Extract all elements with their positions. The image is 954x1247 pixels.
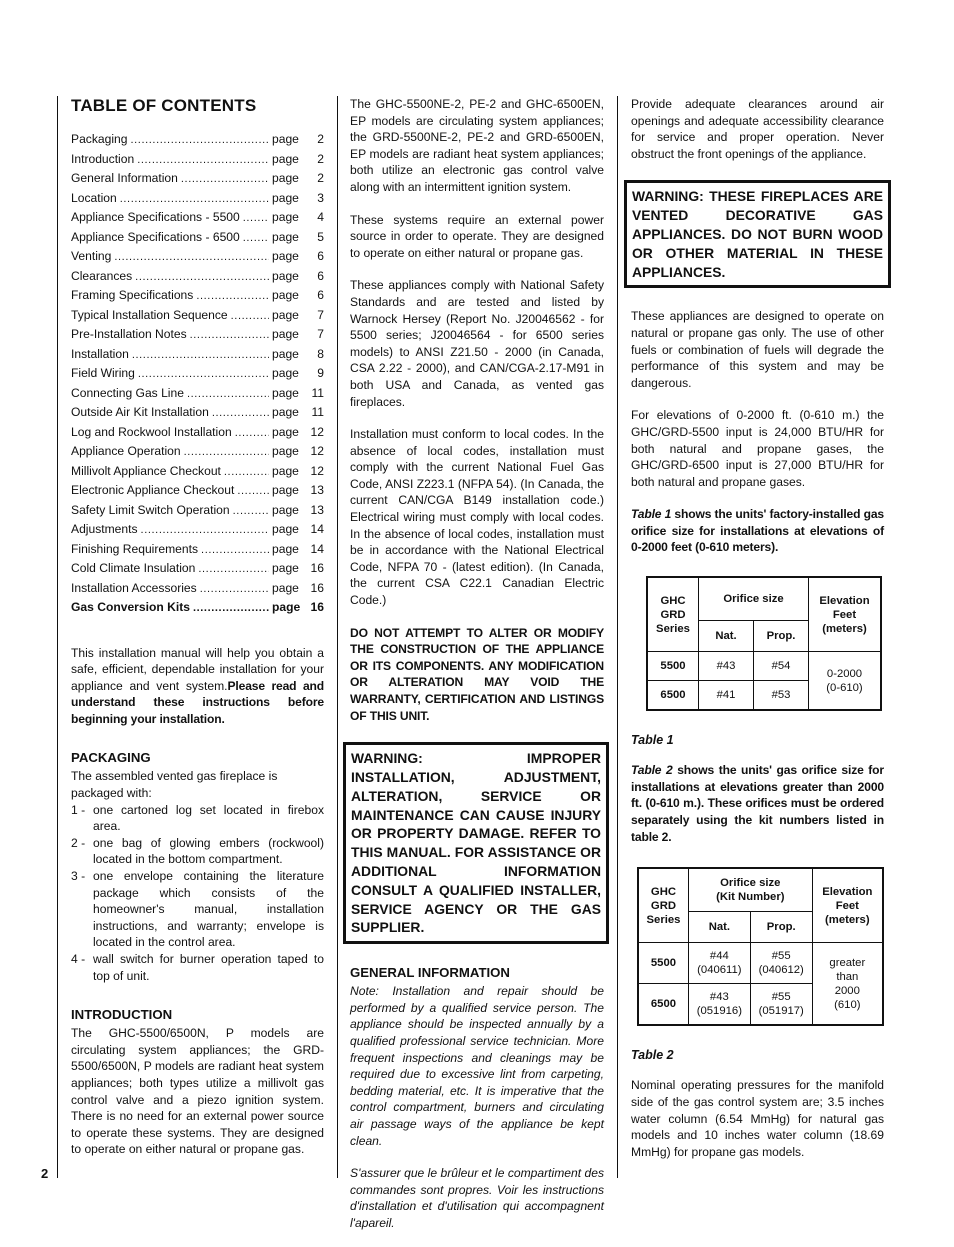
toc-page-number: 12 <box>310 463 324 478</box>
packaging-item-text: one cartoned log set located in firebox area. <box>93 802 324 834</box>
toc-page-number: 6 <box>317 288 324 302</box>
table1-row-series: 6500 <box>648 681 699 710</box>
toc-page-number: 2 <box>317 151 324 166</box>
table2-row-prop: #55 (040612) <box>750 943 812 984</box>
table1-row-prop: #54 <box>754 652 809 681</box>
toc-entry <box>71 443 324 463</box>
toc-entry-title: Installation <box>71 346 129 361</box>
page-number: 2 <box>41 1166 49 1181</box>
toc-dot-leader <box>130 132 269 149</box>
toc-entry-title: Electronic Appliance Checkout <box>71 483 235 497</box>
toc-page-word: page <box>272 288 299 302</box>
packaging-item-number: 1 - <box>71 802 86 817</box>
toc-entry <box>71 326 324 346</box>
table1-row-prop: #53 <box>754 681 809 710</box>
table1-row-nat: #41 <box>699 681 754 710</box>
toc-dot-leader <box>114 249 269 266</box>
toc-page-word: page <box>272 327 299 341</box>
toc-entry <box>71 482 324 502</box>
models-paragraph: The GHC-5500NE-2, PE-2 and GHC-6500EN, EP models are circulating system appliances; the GRD-5500NE-2, PE-2 and GRD-6500EN, EP models are radiant heat system appliances; both utilize an electronic gas control valve along with an intermittent ignition system. <box>350 97 604 194</box>
toc-dot-leader <box>193 600 269 617</box>
table2-row-series: 5500 <box>639 943 689 984</box>
packaging-item <box>71 868 324 951</box>
packaging-item-number: 3 - <box>71 869 86 884</box>
introduction-text: The GHC-5500/6500N, P models are circulating system appliances; the GRD-5500/6500N, P models are radiant heat system appliances; both types utilize a millivolt gas control valve and a piezo ignition system. There is no need for an external power source to operate these systems. They are designed to operate on either natural or propane gas. <box>71 1026 324 1157</box>
table2-header-nat: Nat. <box>688 912 750 943</box>
toc-entry-title: Appliance Operation <box>71 444 181 458</box>
toc-entry <box>71 404 324 424</box>
toc-page-number: 7 <box>317 307 324 322</box>
general-information-heading: GENERAL INFORMATION <box>350 965 510 981</box>
toc-page-number: 6 <box>317 268 324 283</box>
toc-entry-title: Gas Conversion Kits <box>71 600 190 614</box>
toc-entry <box>71 248 324 268</box>
toc-entry <box>71 502 324 522</box>
toc-dot-leader <box>224 464 269 481</box>
table2-row-series: 6500 <box>639 984 689 1025</box>
packaging-item-text: wall switch for burner operation taped to top of unit. <box>93 952 324 983</box>
toc-page-number: 16 <box>310 561 324 575</box>
toc-page-number: 12 <box>310 424 324 439</box>
toc-page-number: 5 <box>317 229 324 244</box>
toc-page-word: page <box>272 444 299 458</box>
toc-entry <box>71 580 324 600</box>
toc-page-number: 12 <box>310 444 324 458</box>
packaging-item-text: one bag of glowing embers (rockwool) located in the bottom compartment. <box>93 835 324 867</box>
packaging-item <box>71 835 324 868</box>
codes-paragraph: Installation must conform to local codes. In the absence of local codes, installation must comply with the current National Fuel Gas Code, ANSI Z223.1 (NFPA 54). (In Canada, the current CAN/CGA B149 installation code.) Electrical wiring must comply with local codes. In the absence of local codes, installation must be in accordance with the National Electrical Code, NFPA 70 - (latest edition). (In Canada, the current CSA C22.1 Canadian Electric Code.) <box>350 427 604 608</box>
toc-page-word: page <box>272 132 299 146</box>
introduction-heading: INTRODUCTION <box>71 1007 173 1023</box>
toc-entry-title: Venting <box>71 249 112 263</box>
toc-page-number: 11 <box>311 385 324 400</box>
toc-entry <box>71 287 324 307</box>
toc-entry <box>71 131 324 151</box>
left-margin-rule <box>57 96 58 1178</box>
toc-page-word: page <box>272 307 299 322</box>
toc-entry-title: Field Wiring <box>71 366 135 380</box>
table2-caption: Table 2 <box>631 1047 674 1062</box>
toc-page-number: 7 <box>317 327 324 341</box>
toc-dot-leader <box>184 444 269 461</box>
toc-page-number: 3 <box>317 190 324 205</box>
toc-page-number: 16 <box>310 600 324 614</box>
toc-entry-title: Packaging <box>71 132 128 146</box>
toc-page-word: page <box>272 541 299 556</box>
toc-page-word: page <box>272 366 299 380</box>
modify-warning-paragraph: DO NOT ATTEMPT TO ALTER OR MODIFY THE CONSTRUCTION OF THE APPLIANCE OR ITS COMPONENTS. ANY MODIFICATION OR ALTERATION MAY VOID THE WARRANTY, CERTIFICATION AND LISTINGS OF THIS UNIT. <box>350 625 604 723</box>
toc-entry-title: Introduction <box>71 151 135 166</box>
toc-page-word: page <box>272 249 299 263</box>
toc-dot-leader <box>190 327 269 344</box>
table1-row-nat: #43 <box>699 652 754 681</box>
toc-entry-title: Pre-Installation Notes <box>71 327 187 341</box>
table2 <box>637 867 884 1026</box>
toc-page-number: 9 <box>317 366 324 380</box>
installation-warning-box: WARNING: IMPROPER INSTALLATION, ADJUSTMENT, ALTERATION, SERVICE OR MAINTENANCE CAN CAUSE INJURY OR PROPERTY DAMAGE. REFER TO THIS MANUAL. FOR ASSISTANCE OR ADDITIONAL INFORMATION CONSULT A QUALIFIED INSTALLER, SERVICE AGENCY OR THE GAS SUPPLIER. <box>343 742 609 944</box>
toc-entry-title: Clearances <box>71 268 133 283</box>
toc-page-number: 13 <box>310 502 324 517</box>
toc-entry <box>71 424 324 444</box>
toc-entry-title: Connecting Gas Line <box>71 385 184 400</box>
table1-elevation-value: 0-2000 (0-610) <box>809 652 881 710</box>
table2-elevation-value: greater than 2000 (610) <box>812 943 882 1025</box>
toc-dot-leader <box>243 210 269 227</box>
toc-page-word: page <box>272 385 299 400</box>
toc-entry-title: Adjustments <box>71 522 138 536</box>
toc-entry-title: Cold Climate Insulation <box>71 561 196 575</box>
toc-entry <box>71 170 324 190</box>
table1-header-elevation: Elevation Feet (meters) <box>809 578 881 652</box>
clearances-paragraph: Provide adequate clearances around air openings and adequate accessibility clearance for service and proper operation. Never obstruct the front openings of the appliance. <box>631 97 884 161</box>
toc-page-word: page <box>272 190 299 205</box>
toc-page-word: page <box>272 580 299 595</box>
packaging-list <box>71 802 324 985</box>
toc-entry-title: Appliance Specifications - 6500 <box>71 229 240 244</box>
toc-page-word: page <box>272 210 299 224</box>
table1-caption: Table 1 <box>631 732 674 747</box>
toc-page-word: page <box>272 229 299 244</box>
general-information-note: Note: Installation and repair should be performed by a qualified service person. The appliance should be inspected annually by a qualified professional service technician. More frequent inspections and cleanings may be required due to excessive lint from carpeting, bedding material, etc. It is imperative that the control compartment, burners and circulating air passage ways of the appliance be kept clean. <box>350 984 604 1148</box>
packaging-item-number: 2 - <box>71 835 86 850</box>
toc-dot-leader <box>141 522 269 539</box>
table1-header-nat: Nat. <box>699 621 754 652</box>
toc-dot-leader <box>237 483 269 500</box>
table1-header-orifice: Orifice size <box>699 578 809 621</box>
toc-dot-leader <box>231 308 269 325</box>
toc-entry <box>71 521 324 541</box>
table1-wrapper <box>646 576 884 716</box>
toc-page-number: 11 <box>311 405 324 419</box>
toc-page-word: page <box>272 171 299 185</box>
table2-row-prop: #55 (051917) <box>750 984 812 1025</box>
toc-dot-leader <box>181 171 269 188</box>
toc-dot-leader <box>187 386 269 403</box>
toc-dot-leader <box>200 581 269 598</box>
toc-entry <box>71 541 324 561</box>
toc-page-word: page <box>272 405 299 419</box>
table1-header-series: GHC GRD Series <box>648 578 699 652</box>
toc-entry-title: Installation Accessories <box>71 580 197 595</box>
packaging-heading: PACKAGING <box>71 750 151 766</box>
table1-header-prop: Prop. <box>754 621 809 652</box>
toc-dot-leader <box>233 503 269 520</box>
power-paragraph: These systems require an external power source in order to operate. They are designed to operate on either natural or propane gas. <box>350 212 604 260</box>
toc-list <box>71 131 324 619</box>
toc-page-word: page <box>272 463 299 478</box>
toc-page-word: page <box>272 502 299 517</box>
packaging-item-number: 4 - <box>71 952 86 966</box>
table2-intro: Table 2 shows the units' gas orifice size for installations at elevations greater than 2000 ft. (0-610 m.). These orifices must be ordered separately using the kit numbers listed in table 2. <box>631 763 884 844</box>
table1-intro: Table 1 shows the units' factory-installed gas orifice size for installations at elevations of 0-2000 feet (0-610 meters). <box>631 507 884 555</box>
toc-dot-leader <box>132 347 269 364</box>
toc-page-word: page <box>272 424 299 439</box>
toc-entry-title: Location <box>71 190 117 205</box>
column-divider-1 <box>337 96 338 1178</box>
toc-entry-title: Log and Rockwool Installation <box>71 424 232 439</box>
toc-entry-title: Millivolt Appliance Checkout <box>71 463 221 478</box>
toc-entry-title: Appliance Specifications - 5500 <box>71 210 240 224</box>
toc-dot-leader <box>243 230 269 247</box>
toc-title: TABLE OF CONTENTS <box>71 96 257 115</box>
toc-page-number: 14 <box>310 541 324 556</box>
toc-entry <box>71 365 324 385</box>
fireplace-warning-box: WARNING: THESE FIREPLACES ARE VENTED DECORATIVE GAS APPLIANCES. DO NOT BURN WOOD OR OTHER MATERIAL IN THESE APPLIANCES. <box>624 180 891 288</box>
toc-page-word: page <box>272 151 299 166</box>
toc-dot-leader <box>201 542 269 559</box>
toc-entry <box>71 268 324 288</box>
toc-page-word: page <box>272 483 299 497</box>
toc-entry-title: Typical Installation Sequence <box>71 307 228 322</box>
table2-header-elevation: Elevation Feet (meters) <box>812 869 882 943</box>
table2-header-orifice: Orifice size (Kit Number) <box>688 869 812 912</box>
general-information-french: S'assurer que le brûleur et le compartiment des commandes sont propres. Voir les instructions d'installation et d'utilisation qui accompagnent l'apareil. <box>350 1166 604 1230</box>
toc-entry-title: Safety Limit Switch Operation <box>71 502 230 517</box>
intro-paragraph: This installation manual will help you obtain a safe, efficient, dependable installation for your appliance and vent system.Please read and understand these instructions before beginning your installation. <box>71 645 324 726</box>
toc-page-number: 14 <box>310 522 324 536</box>
column-divider-2 <box>617 96 618 1178</box>
pressure-paragraph: Nominal operating pressures for the manifold side of the gas control system are; 3.5 inches water column (6.54 MmHg) for natural gas models and 10 inches water column (18.69 MmHg) for propane gas models. <box>631 1078 884 1159</box>
table1-row-series: 5500 <box>648 652 699 681</box>
toc-page-word: page <box>272 346 299 361</box>
table2-row-nat: #44 (040611) <box>688 943 750 984</box>
toc-entry <box>71 599 324 619</box>
toc-entry <box>71 190 324 210</box>
toc-dot-leader <box>135 269 269 286</box>
toc-page-number: 2 <box>317 132 324 146</box>
toc-dot-leader <box>198 561 269 578</box>
table2-header-series: GHC GRD Series <box>639 869 689 943</box>
toc-page-number: 2 <box>317 171 324 185</box>
column-middle <box>350 96 604 1247</box>
toc-page-number: 8 <box>317 346 324 361</box>
toc-dot-leader <box>138 366 269 383</box>
table2-header-prop: Prop. <box>750 912 812 943</box>
toc-entry-title: Framing Specifications <box>71 288 194 302</box>
table2-row-nat: #43 (051916) <box>688 984 750 1025</box>
toc-page-number: 6 <box>317 249 324 263</box>
toc-page-number: 16 <box>310 580 324 595</box>
table1 <box>646 576 882 711</box>
toc-entry <box>71 346 324 366</box>
toc-entry <box>71 229 324 249</box>
packaging-item <box>71 802 324 835</box>
toc-entry <box>71 151 324 171</box>
toc-entry-title: Outside Air Kit Installation <box>71 405 209 419</box>
toc-entry <box>71 463 324 483</box>
toc-entry <box>71 307 324 327</box>
toc-page-word: page <box>272 268 299 283</box>
toc-dot-leader <box>196 288 269 305</box>
toc-entry <box>71 385 324 405</box>
toc-entry <box>71 209 324 229</box>
column-right <box>631 96 884 1176</box>
column-left <box>71 96 324 1174</box>
toc-page-number: 4 <box>317 210 324 224</box>
packaging-item-text: one envelope containing the literature package which consists of the homeowner's manual, installation instructions, and warranty; envelope is located in the control area. <box>93 869 324 950</box>
packaging-item <box>71 951 324 984</box>
fuel-paragraph: These appliances are designed to operate on natural or propane gas only. The use of other fuels or combination of fuels will degrade the performance of this system and may be dangerous. <box>631 309 884 390</box>
toc-entry-title: Finishing Requirements <box>71 541 199 556</box>
toc-entry-title: General Information <box>71 171 178 185</box>
toc-dot-leader <box>120 191 269 208</box>
toc-dot-leader <box>212 405 269 422</box>
toc-page-word: page <box>272 522 299 536</box>
table2-wrapper <box>637 867 884 1031</box>
toc-dot-leader <box>235 425 269 442</box>
toc-page-word: page <box>272 600 301 614</box>
standards-paragraph: These appliances comply with National Safety Standards and are tested and listed by Warnock Hersey (Report No. J20046562 - for 5500 series; J20046564 - for 6500 series models) to ANSI Z21.50 - 2000 (in Canada, CSA 2.22 - 2000), and CAN/CGA-2.17-M91 in both USA and Canada, as vented gas fireplaces. <box>350 278 604 409</box>
toc-entry <box>71 560 324 580</box>
elevation-paragraph: For elevations of 0-2000 ft. (0-610 m.) the GHC/GRD-5500 input is 24,000 BTU/HR for both natural and propane gases, the GHC/GRD-6500 input is 27,000 BTU/HR for both natural and propane gases. <box>631 408 884 489</box>
toc-page-word: page <box>272 561 299 575</box>
toc-dot-leader <box>137 152 269 169</box>
toc-page-number: 13 <box>310 483 324 497</box>
packaging-lead: The assembled vented gas fireplace is packaged with: <box>71 769 278 801</box>
